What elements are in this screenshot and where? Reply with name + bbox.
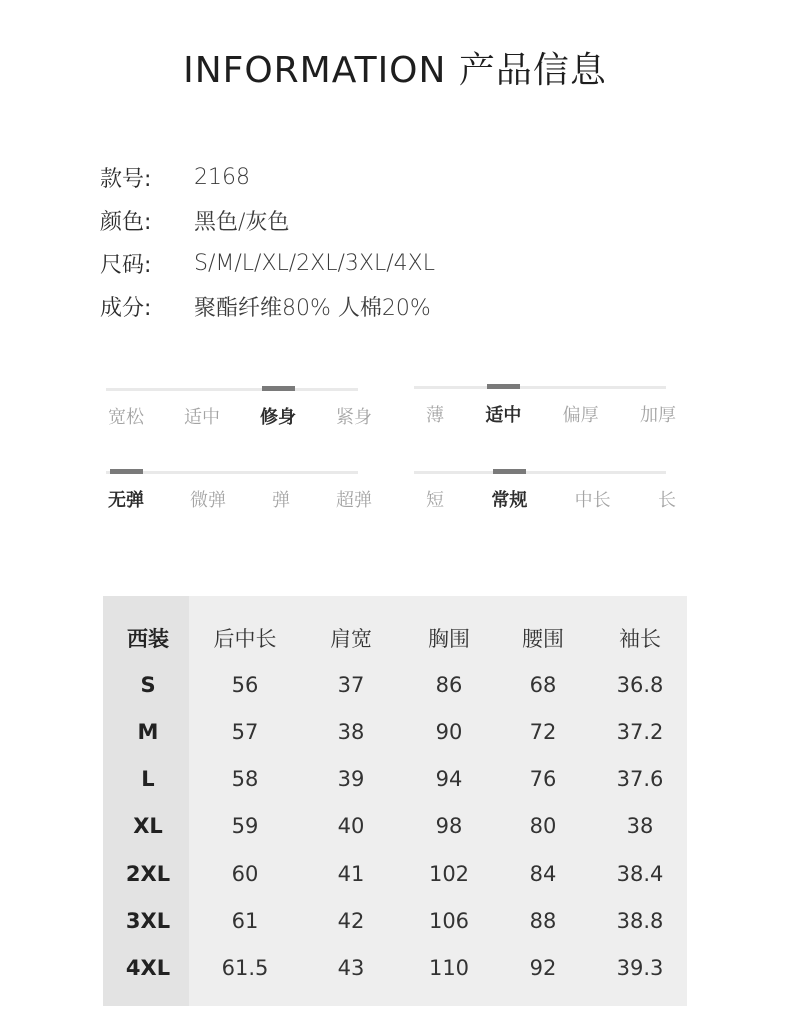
- scale-track: [414, 471, 666, 474]
- spec-label: 款号:: [100, 167, 152, 192]
- table-header-cell: 袖长: [619, 626, 661, 651]
- fit-scale: [106, 386, 372, 446]
- table-cell: 61.5: [221, 955, 269, 980]
- table-cell: 98: [435, 814, 463, 839]
- table-cell: M: [137, 719, 159, 744]
- spec-value: S/M/L/XL/2XL/3XL/4XL: [194, 251, 435, 276]
- table-cell: 40: [337, 814, 365, 839]
- spec-list: [100, 156, 435, 328]
- table-cell: 72: [529, 719, 557, 744]
- table-row: [103, 708, 687, 755]
- scale-option: 适中: [485, 405, 522, 426]
- table-cell: 58: [231, 767, 259, 792]
- table-cell: 84: [529, 861, 557, 886]
- table-cell: 38: [626, 814, 654, 839]
- spec-row-material: [100, 285, 435, 328]
- table-cell: 59: [231, 814, 259, 839]
- table-row: [103, 803, 687, 850]
- table-cell: 68: [529, 672, 557, 697]
- table-cell: 88: [529, 908, 557, 933]
- table-cell: 56: [231, 672, 259, 697]
- table-cell: 60: [231, 861, 259, 886]
- scale-option: 紧身: [336, 407, 372, 428]
- table-row: [103, 661, 687, 708]
- scale-option: 弹: [272, 490, 290, 511]
- spec-label: 尺码:: [100, 253, 152, 278]
- page-title: INFORMATION 产品信息: [183, 50, 607, 91]
- scale-option: 偏厚: [562, 405, 599, 426]
- table-header-cell: 肩宽: [330, 626, 372, 651]
- table-cell: S: [140, 672, 156, 697]
- size-chart: [103, 596, 687, 1006]
- scale-option: 加厚: [639, 405, 676, 426]
- table-cell: 4XL: [125, 955, 171, 980]
- elasticity-scale: [106, 469, 372, 529]
- spec-row-style-number: [100, 156, 435, 199]
- scale-labels: [108, 486, 372, 514]
- table-cell: 106: [428, 908, 470, 933]
- scale-option: 适中: [184, 407, 220, 428]
- table-cell: XL: [133, 814, 163, 839]
- table-row: [103, 897, 687, 944]
- table-cell: 38.4: [616, 861, 664, 886]
- spec-value: 2168: [194, 165, 250, 190]
- scale-option: 中长: [574, 490, 611, 511]
- table-header-cell: 后中长: [213, 626, 277, 651]
- table-header-cell: 胸围: [428, 626, 470, 651]
- table-cell: 43: [337, 955, 365, 980]
- table-cell: 76: [529, 767, 557, 792]
- scale-option: 短: [426, 490, 444, 511]
- scale-option: 宽松: [108, 407, 144, 428]
- table-header-cell: 腰围: [522, 626, 564, 651]
- length-scale: [414, 469, 676, 529]
- table-cell: 110: [428, 955, 470, 980]
- spec-row-color: [100, 199, 435, 242]
- table-cell: 3XL: [125, 908, 171, 933]
- table-cell: 2XL: [125, 861, 171, 886]
- table-cell: L: [141, 767, 155, 792]
- scale-option: 薄: [426, 405, 444, 426]
- scale-marker: [110, 469, 143, 474]
- table-header-row: [103, 614, 687, 661]
- table-cell: 37.2: [616, 719, 664, 744]
- scale-option: 长: [657, 490, 676, 511]
- table-cell: 41: [337, 861, 365, 886]
- scale-option: 修身: [260, 407, 296, 428]
- table-cell: 39: [337, 767, 365, 792]
- scale-labels: [426, 486, 676, 514]
- table-cell: 94: [435, 767, 463, 792]
- spec-value: 聚酯纤维80% 人棉20%: [194, 296, 431, 321]
- table-cell: 37: [337, 672, 365, 697]
- table-cell: 80: [529, 814, 557, 839]
- table-cell: 39.3: [616, 955, 664, 980]
- size-table: [103, 614, 687, 992]
- table-cell: 37.6: [616, 767, 664, 792]
- table-cell: 57: [231, 719, 259, 744]
- scale-marker: [487, 384, 520, 389]
- table-cell: 38.8: [616, 908, 664, 933]
- table-cell: 61: [231, 908, 259, 933]
- table-cell: 102: [428, 861, 470, 886]
- scale-labels: [426, 401, 676, 429]
- spec-value: 黑色/灰色: [194, 210, 290, 235]
- spec-row-size: [100, 242, 435, 285]
- spec-label: 成分:: [100, 296, 152, 321]
- table-cell: 90: [435, 719, 463, 744]
- table-row: [103, 756, 687, 803]
- scale-option: 超弹: [336, 490, 372, 511]
- table-cell: 86: [435, 672, 463, 697]
- scale-option: 微弹: [190, 490, 226, 511]
- table-row: [103, 850, 687, 897]
- table-cell: 38: [337, 719, 365, 744]
- scale-marker: [493, 469, 526, 474]
- scale-option: 无弹: [108, 490, 144, 511]
- table-cell: 42: [337, 908, 365, 933]
- scale-labels: [108, 403, 372, 431]
- spec-label: 颜色:: [100, 210, 152, 235]
- table-row: [103, 944, 687, 991]
- scale-track: [106, 388, 358, 391]
- scale-marker: [262, 386, 295, 391]
- scale-track: [414, 386, 666, 389]
- scale-option: 常规: [491, 490, 528, 511]
- table-header-cell: 西装: [127, 626, 169, 651]
- table-cell: 92: [529, 955, 557, 980]
- table-cell: 36.8: [616, 672, 664, 697]
- thickness-scale: [414, 384, 676, 444]
- scale-track: [106, 471, 358, 474]
